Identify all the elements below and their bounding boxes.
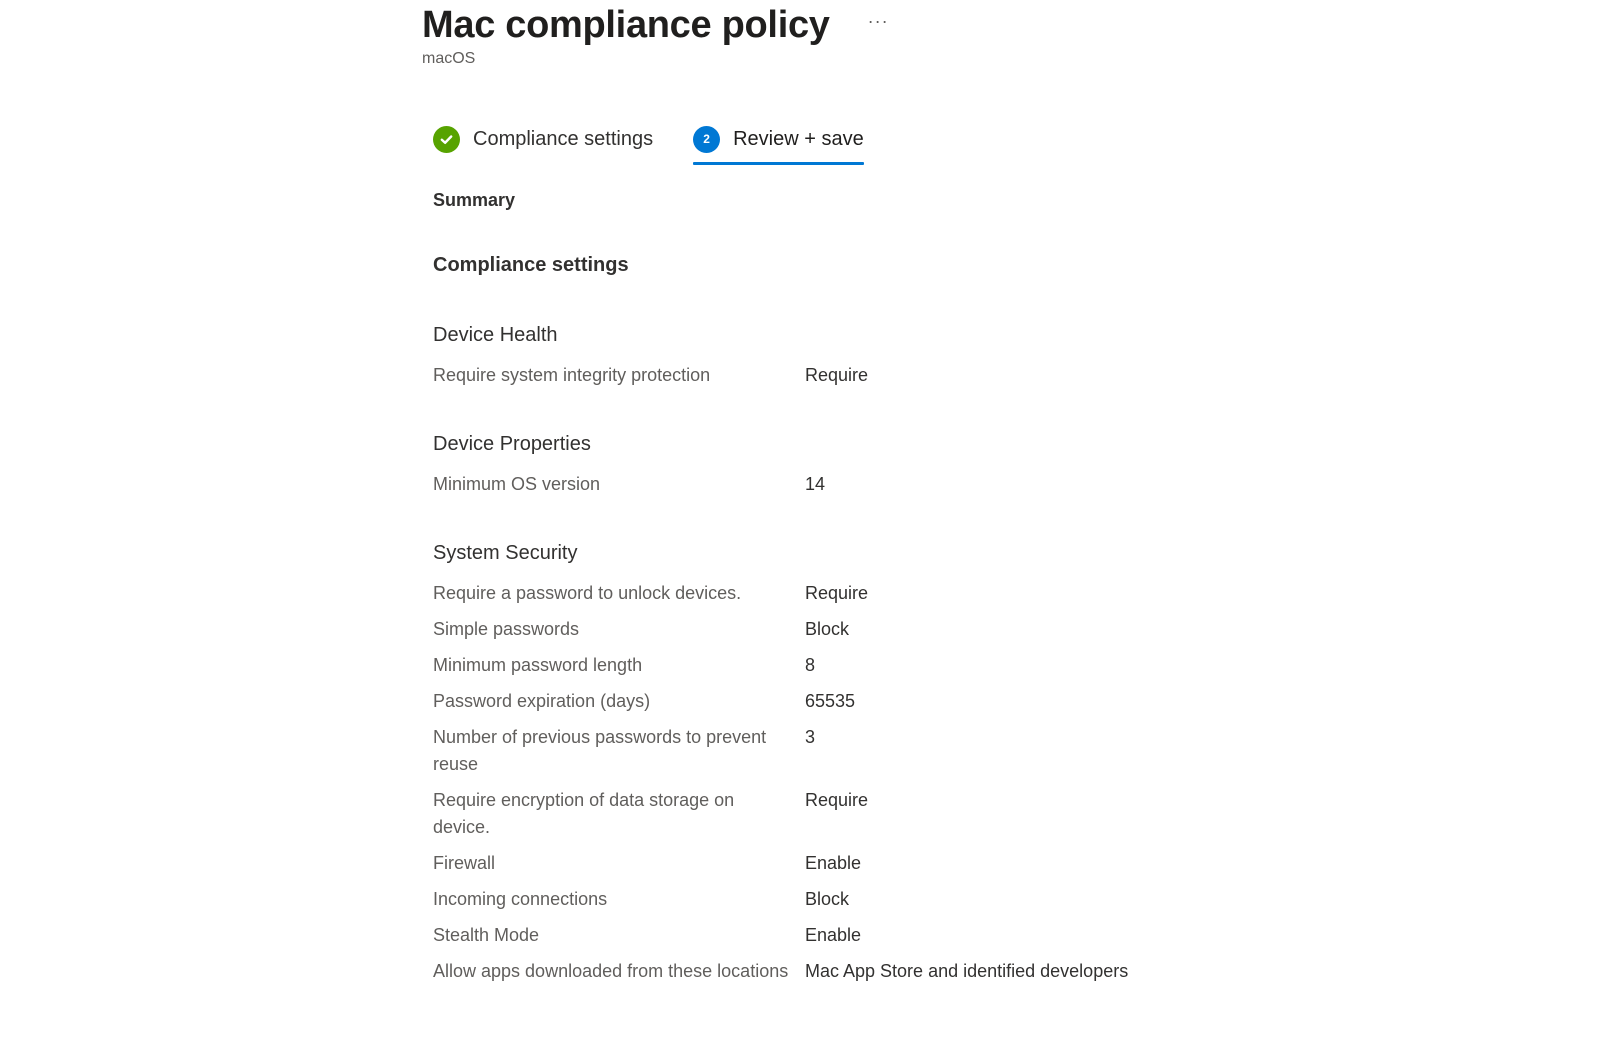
setting-row bbox=[433, 787, 1193, 841]
step-compliance-settings[interactable] bbox=[433, 124, 653, 160]
group-device-properties bbox=[433, 429, 1193, 498]
setting-label: Password expiration (days) bbox=[433, 691, 651, 711]
group-title: System Security bbox=[433, 542, 578, 564]
group-title: Device Properties bbox=[433, 433, 591, 455]
wizard-steps bbox=[433, 124, 864, 160]
setting-row bbox=[433, 471, 1193, 498]
review-summary bbox=[433, 186, 1193, 994]
setting-label: Simple passwords bbox=[433, 619, 580, 639]
setting-row bbox=[433, 886, 1193, 913]
setting-row bbox=[433, 652, 1193, 679]
step-label: Compliance settings bbox=[473, 127, 654, 150]
setting-value: 14 bbox=[805, 474, 826, 494]
setting-label: Minimum OS version bbox=[433, 474, 601, 494]
more-options-button[interactable]: ··· bbox=[867, 11, 889, 31]
setting-value: Mac App Store and identified developers bbox=[805, 961, 1129, 981]
page-subtitle: macOS bbox=[422, 50, 476, 67]
setting-row bbox=[433, 724, 1193, 778]
check-circle-icon bbox=[433, 126, 460, 153]
setting-label: Firewall bbox=[433, 853, 496, 873]
setting-value: Require bbox=[805, 365, 869, 385]
setting-row bbox=[433, 580, 1193, 607]
step-label: Review + save bbox=[733, 127, 864, 150]
setting-row bbox=[433, 688, 1193, 715]
setting-value: 65535 bbox=[805, 691, 856, 711]
setting-value: Require bbox=[805, 790, 869, 810]
setting-value: Enable bbox=[805, 853, 862, 873]
step-review-save[interactable] bbox=[693, 124, 864, 160]
group-system-security bbox=[433, 538, 1193, 985]
setting-label: Stealth Mode bbox=[433, 925, 540, 945]
group-device-health bbox=[433, 320, 1193, 389]
setting-row bbox=[433, 922, 1193, 949]
setting-label: Number of previous passwords to prevent reuse bbox=[433, 727, 767, 774]
setting-row bbox=[433, 850, 1193, 877]
setting-label: Incoming connections bbox=[433, 889, 608, 909]
setting-value: Block bbox=[805, 619, 850, 639]
setting-row bbox=[433, 362, 1193, 389]
title-row bbox=[422, 2, 889, 48]
setting-value: Block bbox=[805, 889, 850, 909]
setting-value: 8 bbox=[805, 655, 816, 675]
setting-label: Require a password to unlock devices. bbox=[433, 583, 742, 603]
setting-value: Require bbox=[805, 583, 869, 603]
setting-value: Enable bbox=[805, 925, 862, 945]
setting-label: Require encryption of data storage on device. bbox=[433, 790, 735, 837]
setting-label: Allow apps downloaded from these locations bbox=[433, 961, 789, 981]
step-number-icon: 2 bbox=[693, 126, 720, 153]
page-header bbox=[422, 2, 889, 68]
setting-label: Require system integrity protection bbox=[433, 365, 711, 385]
summary-heading: Summary bbox=[433, 190, 516, 210]
setting-value: 3 bbox=[805, 727, 816, 747]
page-title: Mac compliance policy bbox=[422, 4, 830, 46]
setting-label: Minimum password length bbox=[433, 655, 643, 675]
setting-row bbox=[433, 958, 1193, 985]
setting-row bbox=[433, 616, 1193, 643]
group-title: Device Health bbox=[433, 324, 558, 346]
section-heading: Compliance settings bbox=[433, 254, 629, 276]
